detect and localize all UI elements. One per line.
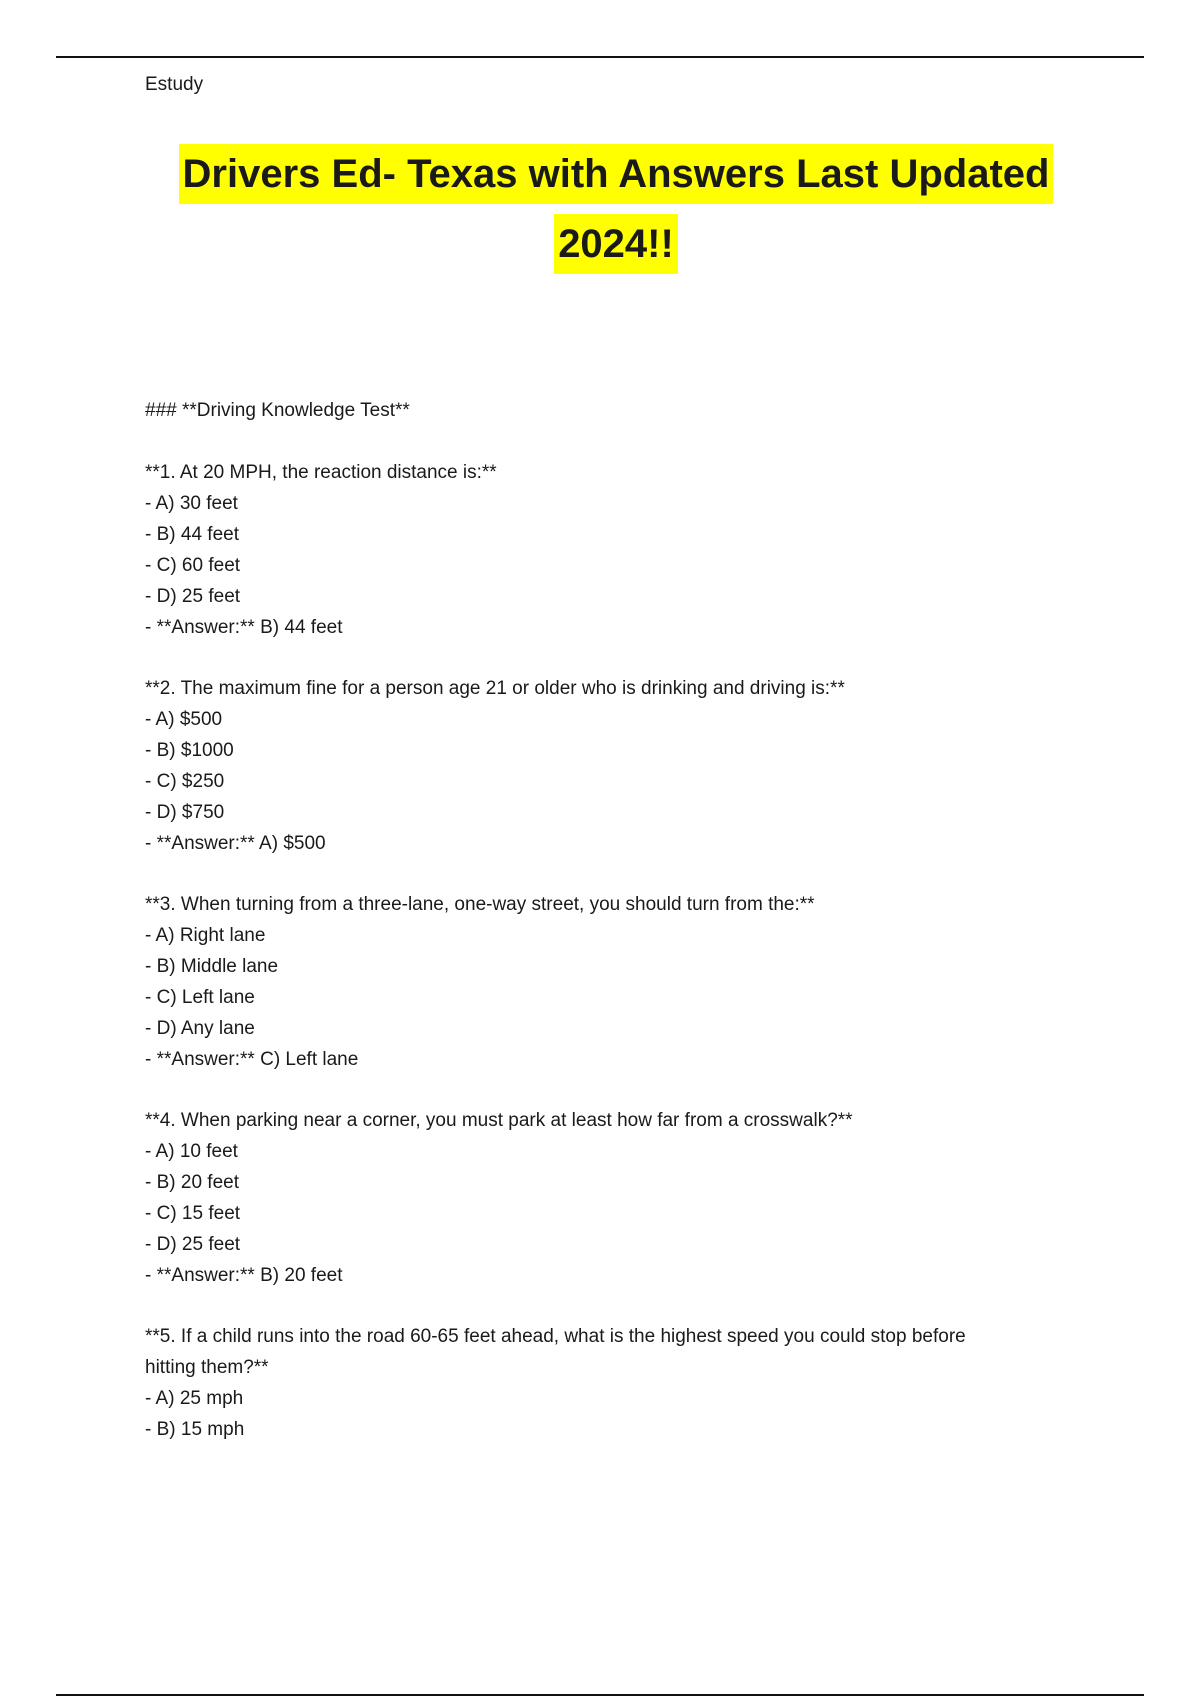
answer: - **Answer:** A) $500 <box>145 833 326 854</box>
answer: - **Answer:** C) Left lane <box>145 1049 359 1070</box>
option: - A) 30 feet <box>145 493 238 514</box>
question-text: **1. At 20 MPH, the reaction distance is:** <box>145 462 497 483</box>
option: - A) 10 feet <box>145 1141 238 1162</box>
option: - D) $750 <box>145 802 225 823</box>
header-label: Estudy <box>145 74 204 95</box>
option: - D) 25 feet <box>145 1234 241 1255</box>
option: - D) Any lane <box>145 1018 255 1039</box>
option: - A) Right lane <box>145 925 266 946</box>
option: - B) $1000 <box>145 740 234 761</box>
section-heading: ### **Driving Knowledge Test** <box>145 400 410 421</box>
question-text: **5. If a child runs into the road 60-65 feet ahead, what is the highest speed you could stop before <box>145 1326 966 1347</box>
question-2 <box>145 673 1045 859</box>
option: - B) 20 feet <box>145 1172 239 1193</box>
answer: - **Answer:** B) 44 feet <box>145 617 343 638</box>
option: - C) Left lane <box>145 987 255 1008</box>
question-5 <box>145 1321 1045 1445</box>
title-line-2: 2024!! <box>554 214 678 274</box>
question-1 <box>145 457 1045 643</box>
option: - B) Middle lane <box>145 956 279 977</box>
question-3 <box>145 889 1045 1075</box>
option: - A) 25 mph <box>145 1388 244 1409</box>
option: - A) $500 <box>145 709 223 730</box>
option: - B) 15 mph <box>145 1419 245 1440</box>
answer: - **Answer:** B) 20 feet <box>145 1265 343 1286</box>
document-title <box>0 144 1200 274</box>
question-4 <box>145 1105 1045 1291</box>
question-text: **2. The maximum fine for a person age 21 or older who is drinking and driving is:** <box>145 678 845 699</box>
top-rule <box>56 56 1144 58</box>
question-text-continued: hitting them?** <box>145 1357 269 1378</box>
question-text: **3. When turning from a three-lane, one-way street, you should turn from the:** <box>145 894 815 915</box>
option: - C) 15 feet <box>145 1203 241 1224</box>
title-line-1: Drivers Ed- Texas with Answers Last Updated <box>179 144 1054 204</box>
option: - B) 44 feet <box>145 524 239 545</box>
bottom-rule <box>56 1694 1144 1696</box>
document-body <box>145 395 1045 1475</box>
option: - C) $250 <box>145 771 225 792</box>
question-text: **4. When parking near a corner, you must park at least how far from a crosswalk?** <box>145 1110 853 1131</box>
option: - C) 60 feet <box>145 555 241 576</box>
option: - D) 25 feet <box>145 586 241 607</box>
